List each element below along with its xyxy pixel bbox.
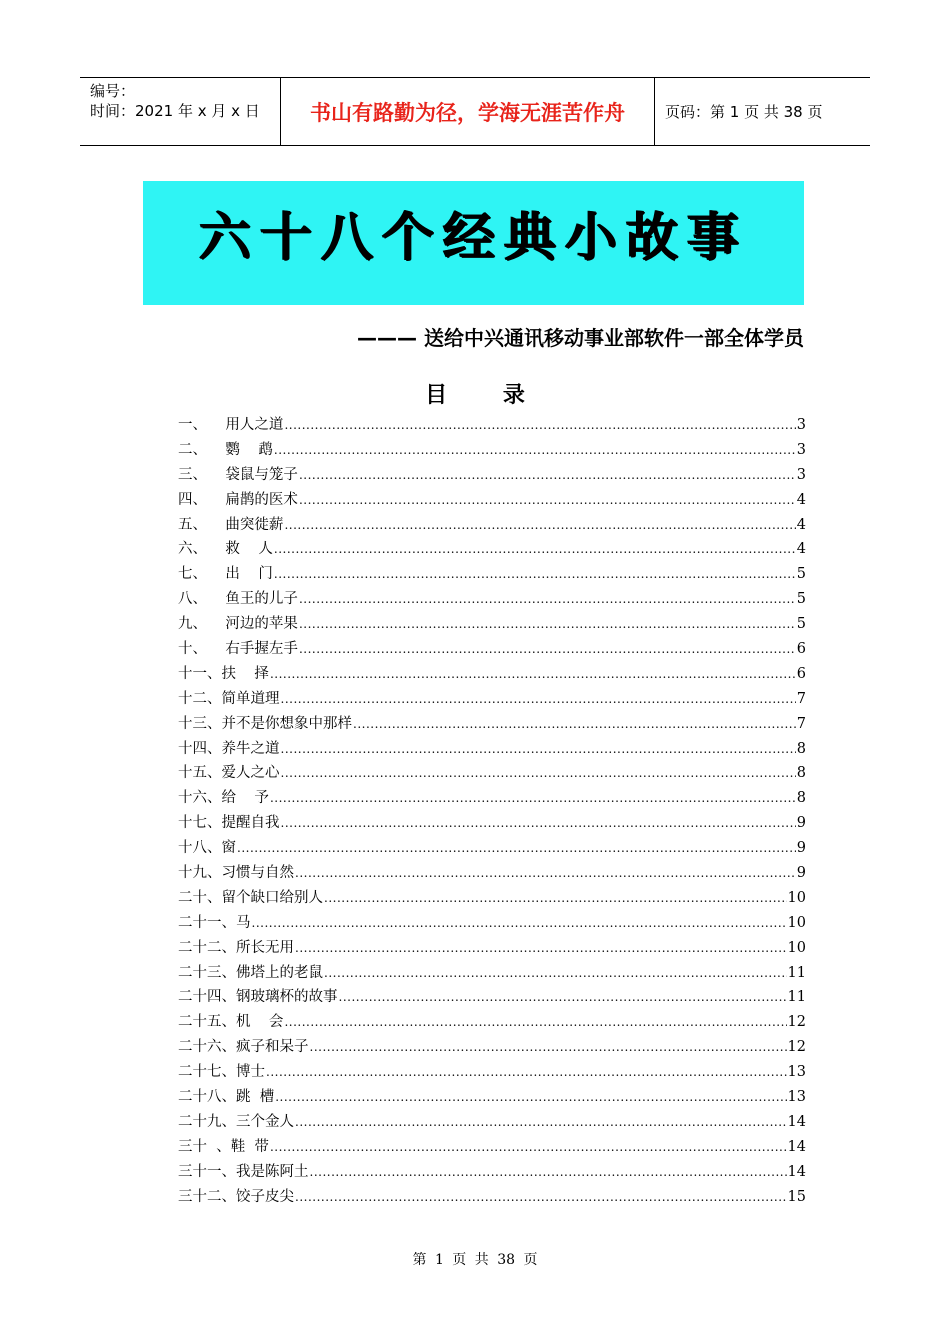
- toc-dot-leader: [324, 961, 787, 986]
- toc-entry-number: 三十一、: [178, 1163, 236, 1180]
- toc-entry-title: 习惯与自然: [221, 865, 294, 882]
- header-meta-cell: [80, 78, 281, 145]
- toc-entry-title: 养牛之道: [221, 740, 280, 757]
- toc-entry-title: 博士: [236, 1064, 265, 1081]
- toc-dot-leader: [339, 985, 787, 1010]
- toc-entry-number: 二十二、: [178, 939, 236, 956]
- document-subtitle: ——— 送给中兴通讯移动事业部软件一部全体学员: [357, 326, 804, 350]
- toc-entry-number: 八、: [178, 591, 207, 608]
- toc-dot-leader: [324, 886, 787, 911]
- toc-entry[interactable]: [178, 488, 806, 513]
- toc-dot-leader: [299, 587, 796, 612]
- toc-entry-title: 佛塔上的老鼠: [236, 964, 323, 981]
- toc-entry[interactable]: [178, 438, 806, 463]
- toc-entry-page: 9: [796, 865, 806, 882]
- toc-entry[interactable]: [178, 687, 806, 712]
- toc-dot-leader: [281, 737, 796, 762]
- header-table: [80, 77, 870, 146]
- toc-entry[interactable]: [178, 811, 806, 836]
- toc-entry-title: 鞋 带: [230, 1138, 269, 1155]
- toc-dot-leader: [270, 662, 796, 687]
- toc-entry-number: 六、: [178, 541, 207, 558]
- header-page-info: 页码：第 1 页 共 38 页: [665, 103, 823, 121]
- toc-entry[interactable]: [178, 637, 806, 662]
- toc-entry-number: 二十五、: [178, 1014, 236, 1031]
- toc-entry[interactable]: [178, 985, 806, 1010]
- toc-entry-page: 6: [796, 641, 806, 658]
- toc-entry-number: 三十二、: [178, 1188, 236, 1205]
- toc-entry-page: 8: [796, 765, 806, 782]
- toc-entry-title: 鹦 鹉: [207, 441, 273, 458]
- toc-entry-title: 所长无用: [236, 939, 294, 956]
- toc-entry-page: 3: [796, 466, 806, 483]
- toc-entry-page: 4: [796, 516, 806, 533]
- toc-entry[interactable]: [178, 537, 806, 562]
- toc-entry-number: 五、: [178, 516, 207, 533]
- toc-dot-leader: [284, 413, 795, 438]
- toc-dot-leader: [295, 861, 796, 886]
- serial-label: 编号：: [90, 82, 136, 100]
- toc-entry-page: 3: [796, 441, 806, 458]
- toc-dot-leader: [295, 1185, 787, 1210]
- toc-entry-title: 饺子皮尖: [236, 1188, 294, 1205]
- toc-dot-leader: [281, 811, 796, 836]
- toc-entry-page: 5: [796, 566, 806, 583]
- toc-entry-page: 4: [796, 541, 806, 558]
- toc-entry[interactable]: [178, 612, 806, 637]
- toc-entry-title: 救 人: [207, 541, 273, 558]
- toc-entry-title: 窗: [221, 840, 236, 857]
- toc-entry[interactable]: [178, 786, 806, 811]
- toc-entry-number: 十六、: [178, 790, 222, 807]
- toc-entry-number: 一、: [178, 417, 207, 433]
- toc-entry[interactable]: [178, 911, 806, 936]
- toc-entry-page: 15: [787, 1188, 806, 1205]
- toc-entry-title: 并不是你想象中那样: [221, 715, 352, 732]
- toc-entry-page: 12: [787, 1014, 806, 1031]
- toc-entry-page: 7: [796, 690, 806, 707]
- toc-dot-leader: [310, 1160, 787, 1185]
- toc-entry-title: 河边的苹果: [207, 616, 298, 633]
- toc-entry-title: 袋鼠与笼子: [207, 466, 298, 483]
- toc-dot-leader: [299, 463, 796, 488]
- toc-entry-page: 10: [787, 939, 806, 956]
- toc-dot-leader: [295, 936, 787, 961]
- toc-entry[interactable]: [178, 562, 806, 587]
- toc-entry[interactable]: [178, 861, 806, 886]
- toc-dot-leader: [252, 911, 787, 936]
- toc-entry[interactable]: [178, 1010, 806, 1035]
- toc-entry-page: 12: [787, 1039, 806, 1056]
- toc-entry[interactable]: [178, 413, 806, 438]
- toc-dot-leader: [299, 637, 796, 662]
- title-banner: [143, 181, 804, 305]
- toc-dot-leader: [274, 562, 796, 587]
- toc-dot-leader: [295, 1110, 787, 1135]
- toc-dot-leader: [274, 438, 796, 463]
- toc-entry-number: 十七、: [178, 815, 222, 832]
- toc-entry-title: 右手握左手: [207, 641, 298, 658]
- toc-entry-number: 十三、: [178, 715, 222, 732]
- toc-entry-title: 钢玻璃杯的故事: [236, 989, 338, 1006]
- toc-dot-leader: [270, 1135, 787, 1160]
- toc-entry-title: 留个缺口给别人: [221, 889, 323, 906]
- toc-entry[interactable]: [178, 1060, 806, 1085]
- toc-entry-page: 11: [787, 989, 806, 1006]
- toc-heading: 目 录: [425, 383, 525, 408]
- toc-entry-title: 出 门: [207, 566, 273, 583]
- toc-entry[interactable]: [178, 886, 806, 911]
- toc-entry-number: 十四、: [178, 740, 222, 757]
- toc-dot-leader: [237, 836, 796, 861]
- toc-entry-page: 11: [787, 964, 806, 981]
- toc-dot-leader: [270, 786, 796, 811]
- toc-entry-page: 3: [796, 417, 806, 433]
- toc-entry-page: 14: [787, 1113, 806, 1130]
- toc-entry-page: 4: [796, 491, 806, 508]
- toc-entry-number: 十一、: [178, 665, 222, 682]
- toc-entry-title: 曲突徙薪: [207, 516, 284, 533]
- toc-entry-title: 机 会: [236, 1014, 284, 1031]
- toc-entry-title: 用人之道: [207, 417, 284, 433]
- toc-entry-page: 9: [796, 840, 806, 857]
- toc-entry-number: 二十四、: [178, 989, 236, 1006]
- toc-entry-number: 二十七、: [178, 1064, 236, 1081]
- toc-entry-title: 我是陈阿土: [236, 1163, 309, 1180]
- toc-entry[interactable]: [178, 662, 806, 687]
- toc-entry-number: 十二、: [178, 690, 222, 707]
- toc-dot-leader: [281, 761, 796, 786]
- toc-entry-title: 三个金人: [236, 1113, 294, 1130]
- toc-entry-title: 爱人之心: [221, 765, 280, 782]
- toc-entry-page: 8: [796, 740, 806, 757]
- toc-entry[interactable]: [178, 1160, 806, 1185]
- toc-entry[interactable]: [178, 1185, 806, 1210]
- toc-entry[interactable]: [178, 737, 806, 762]
- toc-dot-leader: [281, 687, 796, 712]
- header-motto: 书山有路勤为径，学海无涯苦作舟: [281, 78, 655, 145]
- toc-entry-number: 二十一、: [178, 914, 236, 931]
- toc-entry-page: 13: [787, 1064, 806, 1081]
- toc-entry-page: 6: [796, 665, 806, 682]
- toc-entry-number: 十九、: [178, 865, 222, 882]
- toc-entry[interactable]: [178, 1135, 806, 1160]
- toc-entry-number: 二十三、: [178, 964, 236, 981]
- toc-entry-number: 三、: [178, 466, 207, 483]
- toc-entry-title: 扁鹊的医术: [207, 491, 298, 508]
- toc-entry-page: 14: [787, 1163, 806, 1180]
- toc-dot-leader: [266, 1060, 787, 1085]
- toc-entry-number: 七、: [178, 566, 207, 583]
- toc-entry-page: 9: [796, 815, 806, 832]
- toc-entry-number: 二十九、: [178, 1113, 236, 1130]
- toc-entry-title: 跳 槽: [236, 1089, 275, 1106]
- table-of-contents: [178, 413, 806, 1210]
- toc-entry-number: 二十、: [178, 889, 222, 906]
- toc-entry[interactable]: [178, 513, 806, 538]
- toc-entry[interactable]: [178, 936, 806, 961]
- toc-dot-leader: [353, 712, 796, 737]
- toc-entry-number: 三十 、: [178, 1138, 231, 1155]
- toc-entry-title: 简单道理: [221, 690, 280, 707]
- toc-entry-page: 7: [796, 715, 806, 732]
- toc-entry-page: 14: [787, 1138, 806, 1155]
- toc-entry-page: 8: [796, 790, 806, 807]
- toc-entry-number: 九、: [178, 616, 207, 633]
- toc-dot-leader: [299, 488, 796, 513]
- toc-dot-leader: [310, 1035, 787, 1060]
- toc-entry-title: 马: [236, 914, 251, 931]
- toc-entry-number: 十五、: [178, 765, 222, 782]
- toc-entry[interactable]: [178, 961, 806, 986]
- toc-entry[interactable]: [178, 836, 806, 861]
- toc-entry[interactable]: [178, 712, 806, 737]
- toc-dot-leader: [275, 1085, 786, 1110]
- toc-entry-title: 扶 择: [221, 665, 269, 682]
- toc-entry-page: 5: [796, 591, 806, 608]
- toc-entry-page: 5: [796, 616, 806, 633]
- toc-entry[interactable]: [178, 1085, 806, 1110]
- toc-entry-number: 二十八、: [178, 1089, 236, 1106]
- toc-entry-title: 给 予: [221, 790, 269, 807]
- toc-entry[interactable]: [178, 761, 806, 786]
- toc-entry-page: 13: [787, 1089, 806, 1106]
- time-label: 时间：2021 年 x 月 x 日: [90, 102, 260, 120]
- toc-entry-title: 提醒自我: [221, 815, 280, 832]
- toc-dot-leader: [299, 612, 796, 637]
- toc-entry-page: 10: [787, 914, 806, 931]
- toc-entry[interactable]: [178, 587, 806, 612]
- toc-entry[interactable]: [178, 1110, 806, 1135]
- toc-entry-number: 二十六、: [178, 1039, 236, 1056]
- document-title: 六十八个经典小故事: [198, 207, 748, 268]
- toc-dot-leader: [274, 537, 796, 562]
- toc-dot-leader: [284, 513, 795, 538]
- toc-entry[interactable]: [178, 1035, 806, 1060]
- toc-dot-leader: [284, 1010, 786, 1035]
- toc-entry-page: 10: [787, 889, 806, 906]
- toc-entry-number: 二、: [178, 441, 207, 458]
- toc-entry-number: 四、: [178, 491, 207, 508]
- toc-entry-number: 十、: [178, 641, 207, 658]
- toc-entry[interactable]: [178, 463, 806, 488]
- page-footer: 第 1 页 共 38 页: [412, 1252, 538, 1268]
- toc-entry-number: 十八、: [178, 840, 222, 857]
- toc-entry-title: 疯子和呆子: [236, 1039, 309, 1056]
- toc-entry-title: 鱼王的儿子: [207, 591, 298, 608]
